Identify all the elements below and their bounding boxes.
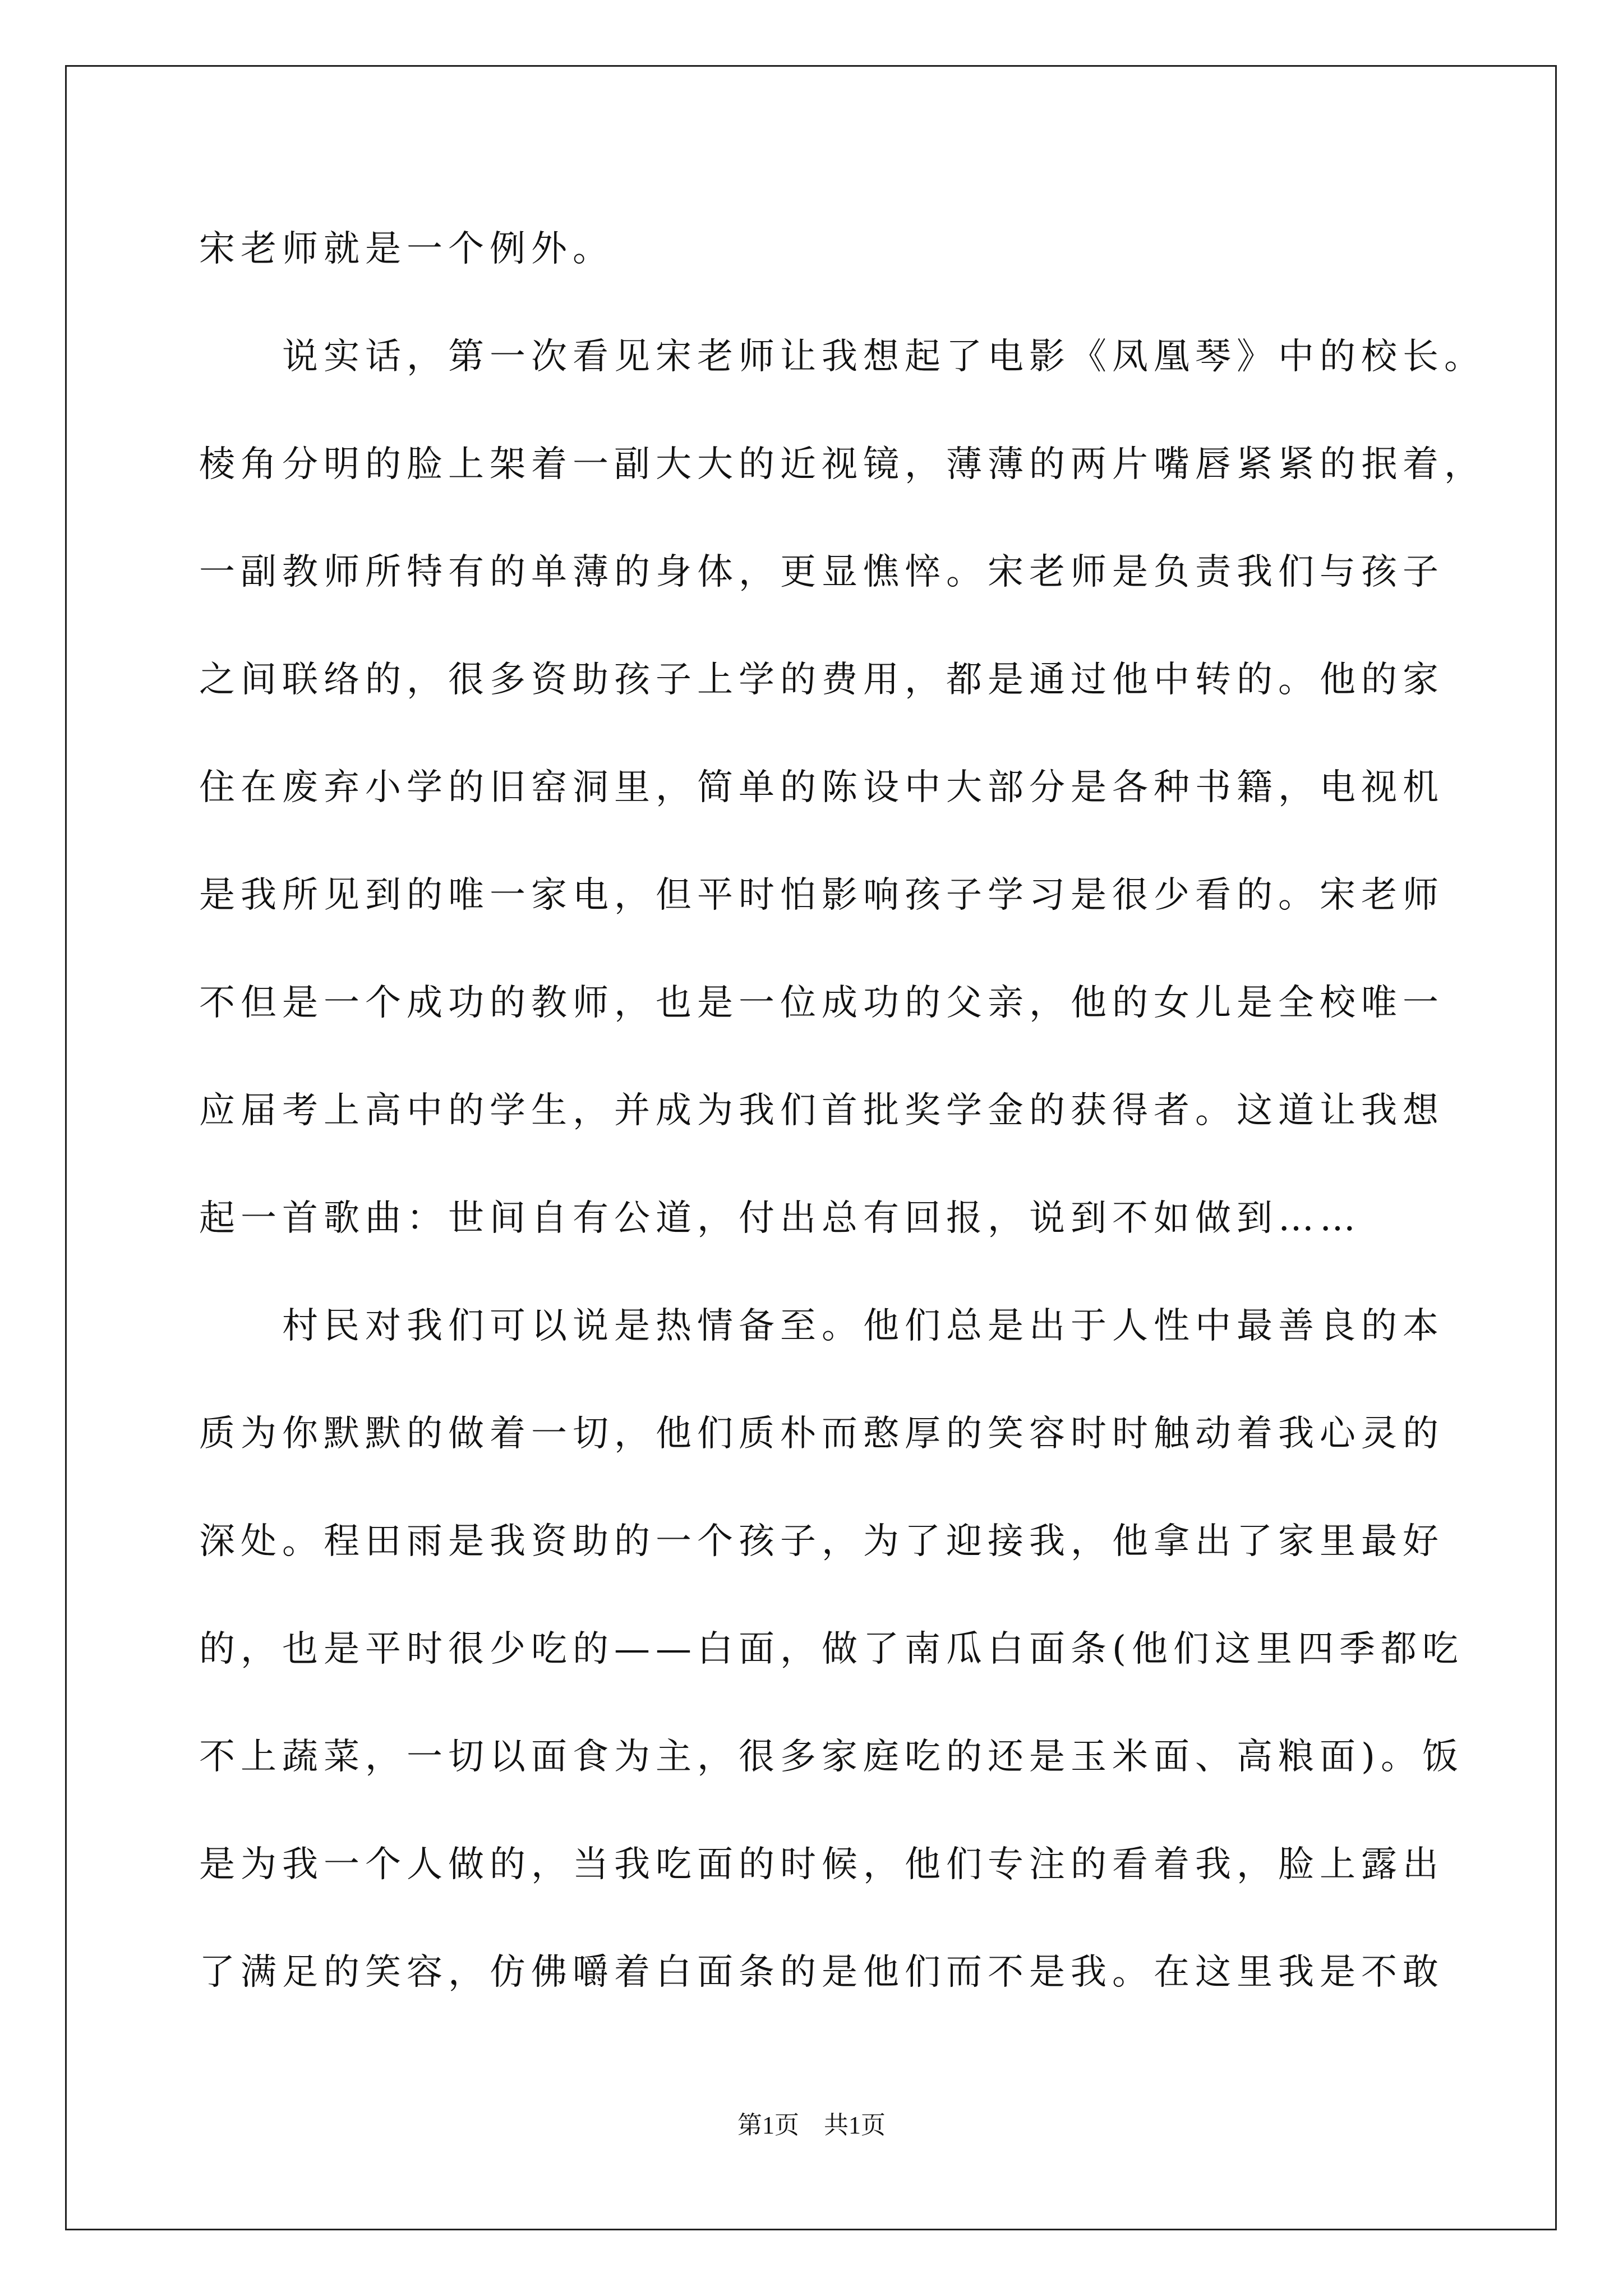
text-line: 是为我一个人做的，当我吃面的时候，他们专注的看着我，脸上露出: [199, 1844, 1444, 1885]
page-border: [65, 65, 1557, 2230]
text-line: 住在废弃小学的旧窑洞里，简单的陈设中大部分是各种书籍，电视机: [199, 767, 1444, 808]
text-line: 了满足的笑容，仿佛嚼着白面条的是他们而不是我。在这里我是不敢: [199, 1952, 1444, 1993]
text-line: 不但是一个成功的教师，也是一位成功的父亲，他的女儿是全校唯一: [199, 982, 1444, 1024]
text-line: 应届考上高中的学生，并成为我们首批奖学金的获得者。这道让我想: [199, 1090, 1444, 1131]
text-line: 是我所见到的唯一家电，但平时怕影响孩子学习是很少看的。宋老师: [199, 875, 1444, 916]
page-footer: 第1页 共1页: [737, 2111, 886, 2139]
text-line: 说实话，第一次看见宋老师让我想起了电影《凤凰琴》中的校长。: [199, 336, 1486, 378]
text-line: 不上蔬菜，一切以面食为主，很多家庭吃的还是玉米面、高粮面)。饭: [199, 1736, 1464, 1778]
text-line: 质为你默默的做着一切，他们质朴而憨厚的笑容时时触动着我心灵的: [199, 1413, 1444, 1455]
text-line: 宋老师就是一个例外。: [199, 228, 614, 270]
text-line: 一副教师所特有的单薄的身体，更显憔悴。宋老师是负责我们与孩子: [199, 551, 1444, 593]
text-line: 的，也是平时很少吃的——白面，做了南瓜白面条(他们这里四季都吃: [199, 1628, 1464, 1670]
text-line: 村民对我们可以说是热情备至。他们总是出于人性中最善良的本: [199, 1305, 1444, 1347]
text-line: 之间联络的，很多资助孩子上学的费用，都是通过他中转的。他的家: [199, 659, 1444, 701]
text-line: 起一首歌曲：世间自有公道，付出总有回报，说到不如做到……: [199, 1198, 1361, 1239]
text-line: 深处。程田雨是我资助的一个孩子，为了迎接我，他拿出了家里最好: [199, 1521, 1444, 1562]
text-line: 棱角分明的脸上架着一副大大的近视镜，薄薄的两片嘴唇紧紧的抿着，: [199, 444, 1486, 485]
